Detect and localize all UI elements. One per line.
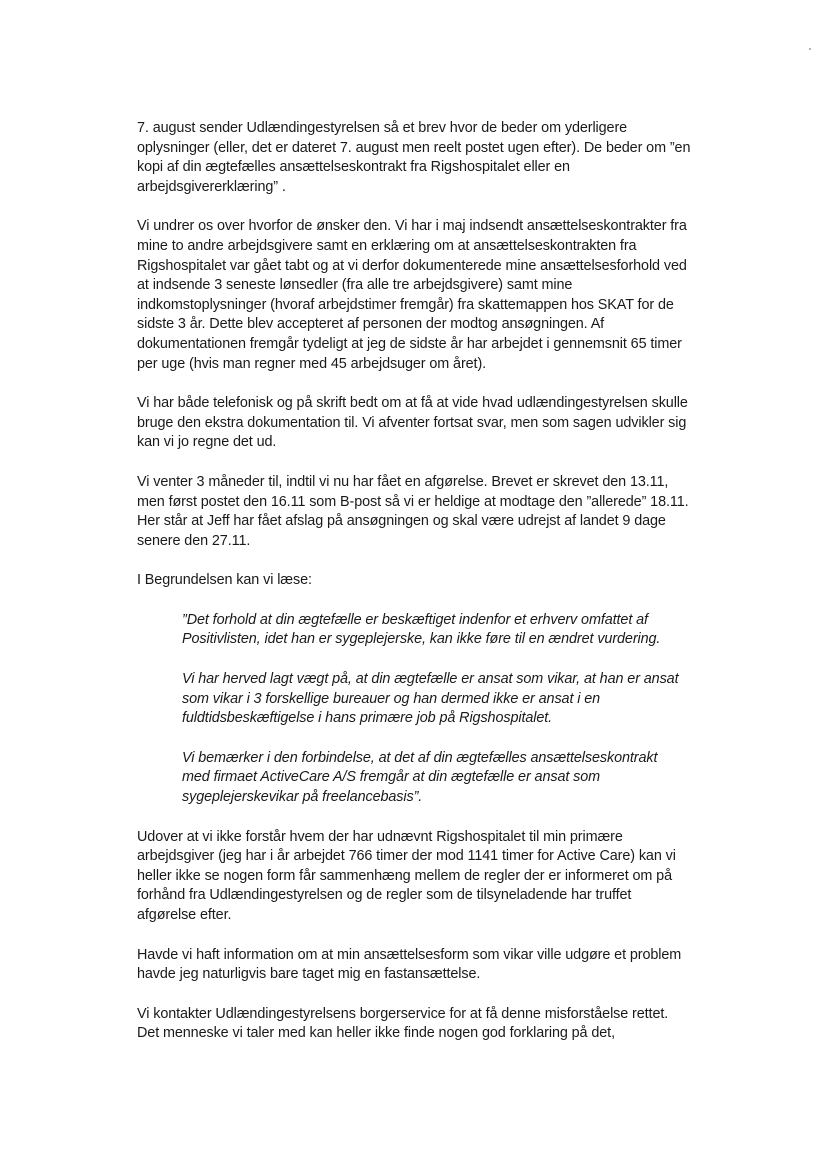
paragraph-decision: Vi venter 3 måneder til, indtil vi nu har fået en afgørelse. Brevet er skrevet den 13.11, men først postet den 16.11 som B-post så vi er heldige at modtage den ”allerede” 18.11. Her står at Jeff har fået afslag på ansøgningen og skal være udrejst af landet 9 dage senere den 27.11. xyxy=(137,473,689,549)
paragraph-reasoning-intro: I Begrundelsen kan vi læse: xyxy=(137,572,312,589)
paragraph-disagreement: Udover at vi ikke forstår hvem der har udnævnt Rigshospitalet til min primære arbejdsgiver (jeg har i år arbejdet 766 timer der mod 1141 timer for Active Care) kan vi heller ikke se nogen form får sammenhæng mellem de regler der er informeret om på forhånd fra Udlændingestyrelsen og de regler som de tilsyneladende har truffet afgørelse efter. xyxy=(137,828,676,923)
paragraph-citizen-service: Vi kontakter Udlændingestyrelsens borgerservice for at få denne misforståelse rettet. Det menneske vi taler med kan heller ikke finde nogen god forklaring på det, xyxy=(137,1005,669,1042)
quote-positive-list: ”Det forhold at din ægtefælle er beskæftiget indenfor et erhverv omfattet af Positivlisten, idet han er sygeplejerske, kan ikke føre til en ændret vurdering. xyxy=(182,611,661,648)
paragraph-documentation: Vi undrer os over hvorfor de ønsker den. Vi har i maj indsendt ansættelseskontrakter fra mine to andre arbejdsgivere samt en erklæring om at ansættelseskontrakten fra Rigshospitalet var gået tabt og at vi derfor dokumenterede mine ansættelsesforhold ved at indsende 3 seneste lønsedler (fra alle tre arbejdsgivere) samt mine indkomstoplysninger (hvoraf arbejdstimer fremgår) fra skattemappen hos SKAT for de sidste 3 år. Dette blev accepteret af personen der modtog ansøgningen. Af dokumentationen fremgår tydeligt at jeg de sidste år har arbejdet i gennemsnit 65 timer per uge (hvis man regner med 45 arbejdsuger om året). xyxy=(137,218,687,372)
letter-body xyxy=(137,119,693,1064)
paragraph-inquiry: Vi har både telefonisk og på skrift bedt om at få at vide hvad udlændingestyrelsen skulle bruge den ekstra dokumentation til. Vi afventer fortsat svar, men som sagen udvikler sig kan vi jo regne det ud. xyxy=(137,395,688,451)
paragraph-permanent-employment: Havde vi haft information om at min ansættelsesform som vikar ville udgøre et problem havde jeg naturligvis bare taget mig en fastansættelse. xyxy=(137,946,682,983)
scan-speck xyxy=(809,48,811,50)
quote-temp-worker: Vi har herved lagt vægt på, at din ægtefælle er ansat som vikar, at han er ansat som vikar i 3 forskellige bureauer og han dermed ikke er ansat i en fuldtidsbeskæftigelse i hans primære job på Rigshospitalet. xyxy=(182,671,679,727)
quoted-reasoning xyxy=(182,611,687,808)
quote-freelance-contract: Vi bemærker i den forbindelse, at det af din ægtefælles ansættelseskontrakt med firmaet ActiveCare A/S fremgår at din ægtefælle er ansat som sygeplejerskevikar på freelancebasis”. xyxy=(182,749,658,806)
paragraph-request-letter: 7. august sender Udlændingestyrelsen så et brev hvor de beder om yderligere oplysninger (eller, det er dateret 7. august men reelt postet ugen efter). De beder om ”en kopi af din ægtefælles ansættelseskontrakt fra Rigshospitalet eller en arbejdsgivererklæring” . xyxy=(137,120,691,195)
